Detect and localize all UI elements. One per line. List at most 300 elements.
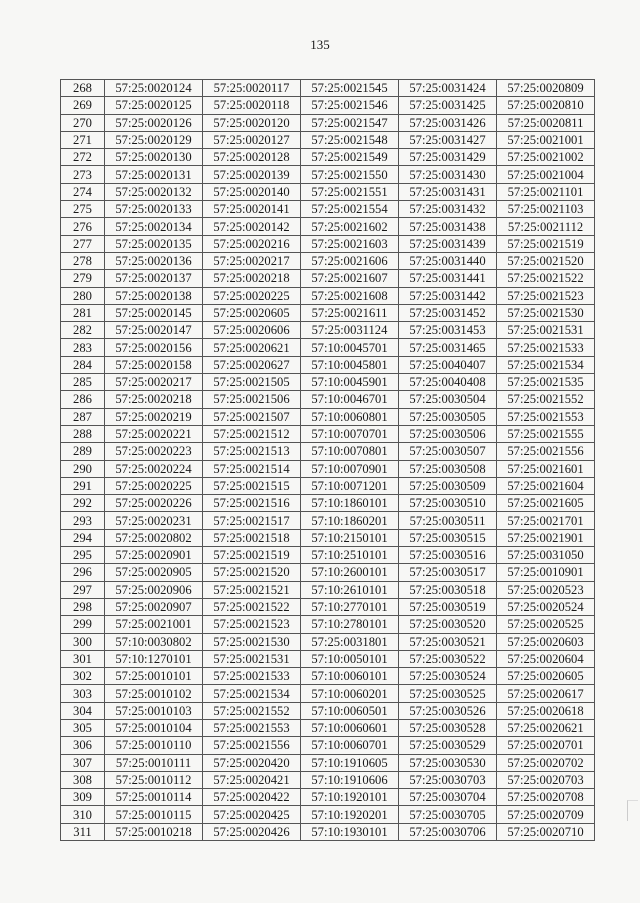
cadastral-number-cell: 57:25:0020901 xyxy=(105,547,203,564)
cadastral-number-cell: 57:25:0020140 xyxy=(203,183,301,200)
cadastral-number-cell: 57:25:0030529 xyxy=(399,737,497,754)
row-number-cell: 272 xyxy=(61,149,105,166)
cadastral-number-cell: 57:25:0020906 xyxy=(105,581,203,598)
scan-edge-mark xyxy=(627,800,638,821)
cadastral-number-cell: 57:25:0030506 xyxy=(399,425,497,442)
cadastral-number-cell: 57:25:0020605 xyxy=(497,668,595,685)
cadastral-number-cell: 57:25:0030526 xyxy=(399,702,497,719)
table-row xyxy=(61,477,595,494)
row-number-cell: 271 xyxy=(61,131,105,148)
cadastral-number-cell: 57:25:0020218 xyxy=(105,391,203,408)
table-row xyxy=(61,460,595,477)
cadastral-number-cell: 57:25:0020225 xyxy=(203,287,301,304)
cadastral-number-cell: 57:25:0021605 xyxy=(497,495,595,512)
cadastral-number-cell: 57:25:0030517 xyxy=(399,564,497,581)
cadastral-number-cell: 57:25:0020134 xyxy=(105,218,203,235)
cadastral-number-cell: 57:25:0020117 xyxy=(203,80,301,97)
row-number-cell: 304 xyxy=(61,702,105,719)
cadastral-number-cell: 57:25:0031442 xyxy=(399,287,497,304)
cadastral-number-cell: 57:25:0021512 xyxy=(203,425,301,442)
row-number-cell: 306 xyxy=(61,737,105,754)
cadastral-number-cell: 57:25:0021548 xyxy=(301,131,399,148)
cadastral-number-cell: 57:10:0070701 xyxy=(301,425,399,442)
cadastral-number-cell: 57:25:0021552 xyxy=(203,702,301,719)
cadastral-number-cell: 57:25:0020145 xyxy=(105,304,203,321)
cadastral-number-cell: 57:25:0021534 xyxy=(497,356,595,373)
cadastral-number-cell: 57:25:0030704 xyxy=(399,789,497,806)
table-row xyxy=(61,737,595,754)
cadastral-number-cell: 57:25:0020219 xyxy=(105,408,203,425)
cadastral-number-cell: 57:25:0030519 xyxy=(399,598,497,615)
cadastral-number-cell: 57:25:0021523 xyxy=(203,616,301,633)
cadastral-number-cell: 57:10:1930101 xyxy=(301,823,399,840)
cadastral-number-cell: 57:25:0021519 xyxy=(497,235,595,252)
table-row xyxy=(61,616,595,633)
cadastral-number-cell: 57:25:0020525 xyxy=(497,616,595,633)
cadastral-number-cell: 57:25:0020137 xyxy=(105,270,203,287)
table-row xyxy=(61,547,595,564)
table-row xyxy=(61,235,595,252)
cadastral-number-cell: 57:25:0031465 xyxy=(399,339,497,356)
cadastral-number-cell: 57:25:0031427 xyxy=(399,131,497,148)
cadastral-number-cell: 57:25:0010111 xyxy=(105,754,203,771)
row-number-cell: 291 xyxy=(61,477,105,494)
table-row xyxy=(61,114,595,131)
row-number-cell: 299 xyxy=(61,616,105,633)
cadastral-number-cell: 57:25:0021556 xyxy=(203,737,301,754)
cadastral-number-cell: 57:25:0030525 xyxy=(399,685,497,702)
cadastral-number-cell: 57:25:0020221 xyxy=(105,425,203,442)
cadastral-number-cell: 57:10:0060201 xyxy=(301,685,399,702)
cadastral-number-cell: 57:25:0021518 xyxy=(203,529,301,546)
cadastral-number-cell: 57:25:0030520 xyxy=(399,616,497,633)
cadastral-number-cell: 57:25:0020710 xyxy=(497,823,595,840)
cadastral-number-cell: 57:25:0020127 xyxy=(203,131,301,148)
cadastral-number-cell: 57:25:0021603 xyxy=(301,235,399,252)
cadastral-number-cell: 57:25:0020425 xyxy=(203,806,301,823)
cadastral-number-cell: 57:25:0020426 xyxy=(203,823,301,840)
cadastral-number-cell: 57:10:2780101 xyxy=(301,616,399,633)
row-number-cell: 283 xyxy=(61,339,105,356)
cadastral-number-cell: 57:25:0010110 xyxy=(105,737,203,754)
cadastral-number-cell: 57:25:0030528 xyxy=(399,719,497,736)
cadastral-number-cell: 57:25:0020147 xyxy=(105,322,203,339)
row-number-cell: 296 xyxy=(61,564,105,581)
cadastral-number-cell: 57:25:0021520 xyxy=(497,252,595,269)
cadastral-number-cell: 57:25:0021516 xyxy=(203,495,301,512)
cadastral-number-cell: 57:25:0020217 xyxy=(203,252,301,269)
cadastral-number-cell: 57:25:0020523 xyxy=(497,581,595,598)
cadastral-number-cell: 57:25:0021519 xyxy=(203,547,301,564)
cadastral-number-cell: 57:10:0060701 xyxy=(301,737,399,754)
cadastral-number-cell: 57:25:0020156 xyxy=(105,339,203,356)
cadastral-number-cell: 57:25:0030510 xyxy=(399,495,497,512)
cadastral-number-cell: 57:25:0031430 xyxy=(399,166,497,183)
cadastral-number-cell: 57:25:0030522 xyxy=(399,650,497,667)
cadastral-number-cell: 57:25:0021001 xyxy=(105,616,203,633)
table-row xyxy=(61,287,595,304)
page-number: 135 xyxy=(310,37,330,52)
cadastral-number-cell: 57:10:0045801 xyxy=(301,356,399,373)
row-number-cell: 273 xyxy=(61,166,105,183)
cadastral-number-cell: 57:25:0020811 xyxy=(497,114,595,131)
cadastral-number-cell: 57:10:0045901 xyxy=(301,374,399,391)
table-row xyxy=(61,529,595,546)
cadastral-number-table xyxy=(60,79,595,841)
row-number-cell: 282 xyxy=(61,322,105,339)
cadastral-number-cell: 57:25:0021520 xyxy=(203,564,301,581)
table-row xyxy=(61,719,595,736)
cadastral-number-cell: 57:25:0020606 xyxy=(203,322,301,339)
row-number-cell: 285 xyxy=(61,374,105,391)
cadastral-number-cell: 57:25:0020217 xyxy=(105,374,203,391)
row-number-cell: 288 xyxy=(61,425,105,442)
cadastral-number-cell: 57:25:0010115 xyxy=(105,806,203,823)
cadastral-number-cell: 57:25:0020702 xyxy=(497,754,595,771)
cadastral-number-cell: 57:25:0020131 xyxy=(105,166,203,183)
row-number-cell: 278 xyxy=(61,252,105,269)
cadastral-number-cell: 57:25:0030504 xyxy=(399,391,497,408)
cadastral-number-cell: 57:25:0030511 xyxy=(399,512,497,529)
cadastral-number-cell: 57:25:0020136 xyxy=(105,252,203,269)
table-row xyxy=(61,201,595,218)
cadastral-number-cell: 57:25:0021002 xyxy=(497,149,595,166)
cadastral-number-cell: 57:25:0021607 xyxy=(301,270,399,287)
table-row xyxy=(61,443,595,460)
row-number-cell: 303 xyxy=(61,685,105,702)
row-number-cell: 268 xyxy=(61,80,105,97)
cadastral-number-cell: 57:25:0021701 xyxy=(497,512,595,529)
table-row xyxy=(61,685,595,702)
cadastral-number-cell: 57:25:0020225 xyxy=(105,477,203,494)
row-number-cell: 290 xyxy=(61,460,105,477)
cadastral-number-cell: 57:10:0070801 xyxy=(301,443,399,460)
table-row xyxy=(61,702,595,719)
cadastral-number-cell: 57:25:0021522 xyxy=(203,598,301,615)
cadastral-number-cell: 57:25:0020120 xyxy=(203,114,301,131)
row-number-cell: 310 xyxy=(61,806,105,823)
table-row xyxy=(61,166,595,183)
cadastral-number-cell: 57:25:0021555 xyxy=(497,425,595,442)
cadastral-number-cell: 57:25:0021549 xyxy=(301,149,399,166)
table-row xyxy=(61,218,595,235)
cadastral-number-cell: 57:25:0021550 xyxy=(301,166,399,183)
cadastral-number-cell: 57:25:0020627 xyxy=(203,356,301,373)
table-row xyxy=(61,495,595,512)
cadastral-number-cell: 57:25:0021535 xyxy=(497,374,595,391)
row-number-cell: 287 xyxy=(61,408,105,425)
cadastral-number-cell: 57:25:0010114 xyxy=(105,789,203,806)
row-number-cell: 277 xyxy=(61,235,105,252)
cadastral-number-cell: 57:10:2600101 xyxy=(301,564,399,581)
cadastral-number-cell: 57:25:0021606 xyxy=(301,252,399,269)
cadastral-number-cell: 57:25:0010112 xyxy=(105,771,203,788)
cadastral-number-cell: 57:25:0030705 xyxy=(399,806,497,823)
cadastral-number-cell: 57:25:0020708 xyxy=(497,789,595,806)
table-row xyxy=(61,356,595,373)
row-number-cell: 269 xyxy=(61,97,105,114)
row-number-cell: 270 xyxy=(61,114,105,131)
cadastral-number-cell: 57:25:0031452 xyxy=(399,304,497,321)
cadastral-number-cell: 57:10:0071201 xyxy=(301,477,399,494)
cadastral-number-cell: 57:10:2150101 xyxy=(301,529,399,546)
cadastral-number-cell: 57:25:0020124 xyxy=(105,80,203,97)
row-number-cell: 309 xyxy=(61,789,105,806)
cadastral-number-cell: 57:25:0021530 xyxy=(203,633,301,650)
cadastral-number-cell: 57:25:0030505 xyxy=(399,408,497,425)
cadastral-number-cell: 57:25:0021523 xyxy=(497,287,595,304)
cadastral-number-cell: 57:25:0020618 xyxy=(497,702,595,719)
cadastral-number-cell: 57:10:1920201 xyxy=(301,806,399,823)
cadastral-number-cell: 57:10:0070901 xyxy=(301,460,399,477)
table-row xyxy=(61,304,595,321)
cadastral-number-cell: 57:25:0031440 xyxy=(399,252,497,269)
table-row xyxy=(61,598,595,615)
cadastral-number-cell: 57:25:0021547 xyxy=(301,114,399,131)
cadastral-number-cell: 57:25:0031801 xyxy=(301,633,399,650)
table-row xyxy=(61,564,595,581)
cadastral-number-cell: 57:25:0021554 xyxy=(301,201,399,218)
cadastral-number-cell: 57:10:2610101 xyxy=(301,581,399,598)
cadastral-number-cell: 57:10:0046701 xyxy=(301,391,399,408)
row-number-cell: 280 xyxy=(61,287,105,304)
cadastral-number-cell: 57:25:0020421 xyxy=(203,771,301,788)
cadastral-number-cell: 57:25:0020135 xyxy=(105,235,203,252)
cadastral-number-cell: 57:25:0040407 xyxy=(399,356,497,373)
cadastral-number-cell: 57:25:0030706 xyxy=(399,823,497,840)
table-row xyxy=(61,512,595,529)
cadastral-number-cell: 57:25:0021514 xyxy=(203,460,301,477)
table-body xyxy=(61,80,595,841)
table-row xyxy=(61,80,595,97)
cadastral-number-cell: 57:25:0020603 xyxy=(497,633,595,650)
cadastral-number-cell: 57:25:0010901 xyxy=(497,564,595,581)
cadastral-number-cell: 57:25:0010101 xyxy=(105,668,203,685)
cadastral-number-cell: 57:25:0031424 xyxy=(399,80,497,97)
cadastral-number-cell: 57:25:0020422 xyxy=(203,789,301,806)
cadastral-number-cell: 57:25:0020621 xyxy=(497,719,595,736)
table-row xyxy=(61,374,595,391)
cadastral-number-cell: 57:25:0030516 xyxy=(399,547,497,564)
row-number-cell: 305 xyxy=(61,719,105,736)
cadastral-number-cell: 57:10:0060601 xyxy=(301,719,399,736)
cadastral-number-cell: 57:25:0031429 xyxy=(399,149,497,166)
cadastral-number-cell: 57:25:0031453 xyxy=(399,322,497,339)
row-number-cell: 294 xyxy=(61,529,105,546)
row-number-cell: 295 xyxy=(61,547,105,564)
cadastral-number-cell: 57:10:0060501 xyxy=(301,702,399,719)
cadastral-number-cell: 57:25:0020218 xyxy=(203,270,301,287)
table-row xyxy=(61,823,595,840)
cadastral-number-cell: 57:25:0020138 xyxy=(105,287,203,304)
cadastral-number-cell: 57:25:0020216 xyxy=(203,235,301,252)
row-number-cell: 292 xyxy=(61,495,105,512)
cadastral-number-cell: 57:25:0021551 xyxy=(301,183,399,200)
cadastral-number-cell: 57:25:0021556 xyxy=(497,443,595,460)
cadastral-number-cell: 57:25:0021611 xyxy=(301,304,399,321)
cadastral-number-cell: 57:10:1910605 xyxy=(301,754,399,771)
cadastral-number-cell: 57:25:0021530 xyxy=(497,304,595,321)
table-row xyxy=(61,650,595,667)
cadastral-number-cell: 57:10:0060801 xyxy=(301,408,399,425)
cadastral-number-cell: 57:10:0030802 xyxy=(105,633,203,650)
cadastral-number-cell: 57:10:0050101 xyxy=(301,650,399,667)
cadastral-number-cell: 57:25:0020139 xyxy=(203,166,301,183)
table-row xyxy=(61,252,595,269)
row-number-cell: 311 xyxy=(61,823,105,840)
cadastral-number-cell: 57:25:0021505 xyxy=(203,374,301,391)
table-row xyxy=(61,668,595,685)
cadastral-number-cell: 57:25:0010103 xyxy=(105,702,203,719)
cadastral-number-cell: 57:25:0021522 xyxy=(497,270,595,287)
cadastral-number-cell: 57:25:0031425 xyxy=(399,97,497,114)
cadastral-number-cell: 57:25:0020141 xyxy=(203,201,301,218)
row-number-cell: 284 xyxy=(61,356,105,373)
row-number-cell: 301 xyxy=(61,650,105,667)
cadastral-number-cell: 57:25:0021507 xyxy=(203,408,301,425)
cadastral-number-cell: 57:25:0020130 xyxy=(105,149,203,166)
cadastral-number-cell: 57:25:0030507 xyxy=(399,443,497,460)
cadastral-number-cell: 57:25:0010104 xyxy=(105,719,203,736)
cadastral-number-cell: 57:25:0021112 xyxy=(497,218,595,235)
cadastral-number-cell: 57:25:0021004 xyxy=(497,166,595,183)
cadastral-number-cell: 57:25:0020604 xyxy=(497,650,595,667)
cadastral-number-cell: 57:25:0010218 xyxy=(105,823,203,840)
cadastral-number-cell: 57:25:0031432 xyxy=(399,201,497,218)
cadastral-number-cell: 57:25:0021546 xyxy=(301,97,399,114)
cadastral-number-cell: 57:25:0020223 xyxy=(105,443,203,460)
row-number-cell: 289 xyxy=(61,443,105,460)
cadastral-number-cell: 57:10:1910606 xyxy=(301,771,399,788)
cadastral-number-cell: 57:25:0021533 xyxy=(497,339,595,356)
cadastral-number-cell: 57:25:0030515 xyxy=(399,529,497,546)
cadastral-number-cell: 57:25:0020142 xyxy=(203,218,301,235)
cadastral-number-cell: 57:10:1920101 xyxy=(301,789,399,806)
cadastral-number-cell: 57:10:0045701 xyxy=(301,339,399,356)
table-row xyxy=(61,806,595,823)
table-row xyxy=(61,339,595,356)
cadastral-number-cell: 57:25:0031050 xyxy=(497,547,595,564)
cadastral-number-cell: 57:25:0031438 xyxy=(399,218,497,235)
cadastral-number-cell: 57:25:0020125 xyxy=(105,97,203,114)
cadastral-number-cell: 57:25:0020703 xyxy=(497,771,595,788)
table-row xyxy=(61,391,595,408)
cadastral-number-cell: 57:25:0021533 xyxy=(203,668,301,685)
cadastral-number-cell: 57:25:0020158 xyxy=(105,356,203,373)
cadastral-number-cell: 57:25:0030524 xyxy=(399,668,497,685)
cadastral-number-cell: 57:25:0021534 xyxy=(203,685,301,702)
cadastral-number-cell: 57:25:0021521 xyxy=(203,581,301,598)
cadastral-number-cell: 57:25:0021604 xyxy=(497,477,595,494)
table-row xyxy=(61,408,595,425)
cadastral-number-cell: 57:25:0020126 xyxy=(105,114,203,131)
cadastral-number-cell: 57:25:0020129 xyxy=(105,131,203,148)
cadastral-number-cell: 57:25:0021531 xyxy=(203,650,301,667)
row-number-cell: 286 xyxy=(61,391,105,408)
cadastral-number-cell: 57:25:0021553 xyxy=(203,719,301,736)
cadastral-number-cell: 57:25:0020226 xyxy=(105,495,203,512)
cadastral-number-cell: 57:25:0021001 xyxy=(497,131,595,148)
cadastral-number-cell: 57:25:0020132 xyxy=(105,183,203,200)
cadastral-number-cell: 57:25:0020905 xyxy=(105,564,203,581)
table-row xyxy=(61,97,595,114)
row-number-cell: 297 xyxy=(61,581,105,598)
cadastral-number-cell: 57:25:0020810 xyxy=(497,97,595,114)
row-number-cell: 274 xyxy=(61,183,105,200)
cadastral-number-cell: 57:25:0021513 xyxy=(203,443,301,460)
cadastral-number-cell: 57:25:0020133 xyxy=(105,201,203,218)
table-row xyxy=(61,183,595,200)
cadastral-number-cell: 57:25:0040408 xyxy=(399,374,497,391)
table-row xyxy=(61,149,595,166)
table-row xyxy=(61,581,595,598)
cadastral-number-cell: 57:25:0021545 xyxy=(301,80,399,97)
cadastral-number-cell: 57:25:0030703 xyxy=(399,771,497,788)
row-number-cell: 300 xyxy=(61,633,105,650)
cadastral-number-cell: 57:25:0021506 xyxy=(203,391,301,408)
row-number-cell: 308 xyxy=(61,771,105,788)
cadastral-number-cell: 57:25:0031439 xyxy=(399,235,497,252)
row-number-cell: 279 xyxy=(61,270,105,287)
cadastral-number-cell: 57:25:0010102 xyxy=(105,685,203,702)
cadastral-number-cell: 57:25:0020709 xyxy=(497,806,595,823)
cadastral-number-cell: 57:25:0020118 xyxy=(203,97,301,114)
cadastral-number-cell: 57:25:0031441 xyxy=(399,270,497,287)
cadastral-number-cell: 57:25:0020617 xyxy=(497,685,595,702)
cadastral-number-cell: 57:25:0020231 xyxy=(105,512,203,529)
table-row xyxy=(61,754,595,771)
row-number-cell: 276 xyxy=(61,218,105,235)
cadastral-number-cell: 57:25:0031426 xyxy=(399,114,497,131)
cadastral-number-cell: 57:25:0020621 xyxy=(203,339,301,356)
cadastral-number-cell: 57:25:0020128 xyxy=(203,149,301,166)
cadastral-number-cell: 57:25:0020605 xyxy=(203,304,301,321)
cadastral-number-cell: 57:25:0030521 xyxy=(399,633,497,650)
cadastral-number-cell: 57:25:0021101 xyxy=(497,183,595,200)
cadastral-number-cell: 57:25:0021517 xyxy=(203,512,301,529)
cadastral-number-cell: 57:25:0021103 xyxy=(497,201,595,218)
table-row xyxy=(61,633,595,650)
cadastral-number-cell: 57:25:0030509 xyxy=(399,477,497,494)
cadastral-number-cell: 57:25:0020524 xyxy=(497,598,595,615)
row-number-cell: 302 xyxy=(61,668,105,685)
table-row xyxy=(61,131,595,148)
cadastral-number-cell: 57:25:0030530 xyxy=(399,754,497,771)
table-row xyxy=(61,771,595,788)
cadastral-number-cell: 57:25:0020224 xyxy=(105,460,203,477)
cadastral-number-cell: 57:10:1860101 xyxy=(301,495,399,512)
cadastral-number-cell: 57:25:0020907 xyxy=(105,598,203,615)
row-number-cell: 293 xyxy=(61,512,105,529)
cadastral-number-cell: 57:25:0031124 xyxy=(301,322,399,339)
row-number-cell: 307 xyxy=(61,754,105,771)
row-number-cell: 281 xyxy=(61,304,105,321)
cadastral-number-cell: 57:25:0021515 xyxy=(203,477,301,494)
cadastral-number-cell: 57:25:0020809 xyxy=(497,80,595,97)
cadastral-number-cell: 57:25:0021901 xyxy=(497,529,595,546)
cadastral-number-cell: 57:25:0021552 xyxy=(497,391,595,408)
row-number-cell: 298 xyxy=(61,598,105,615)
row-number-cell: 275 xyxy=(61,201,105,218)
cadastral-number-cell: 57:25:0030518 xyxy=(399,581,497,598)
cadastral-number-cell: 57:25:0021608 xyxy=(301,287,399,304)
cadastral-number-cell: 57:25:0030508 xyxy=(399,460,497,477)
cadastral-number-cell: 57:25:0021602 xyxy=(301,218,399,235)
cadastral-number-cell: 57:25:0031431 xyxy=(399,183,497,200)
table-row xyxy=(61,425,595,442)
cadastral-number-cell: 57:25:0021531 xyxy=(497,322,595,339)
cadastral-number-cell: 57:25:0020701 xyxy=(497,737,595,754)
